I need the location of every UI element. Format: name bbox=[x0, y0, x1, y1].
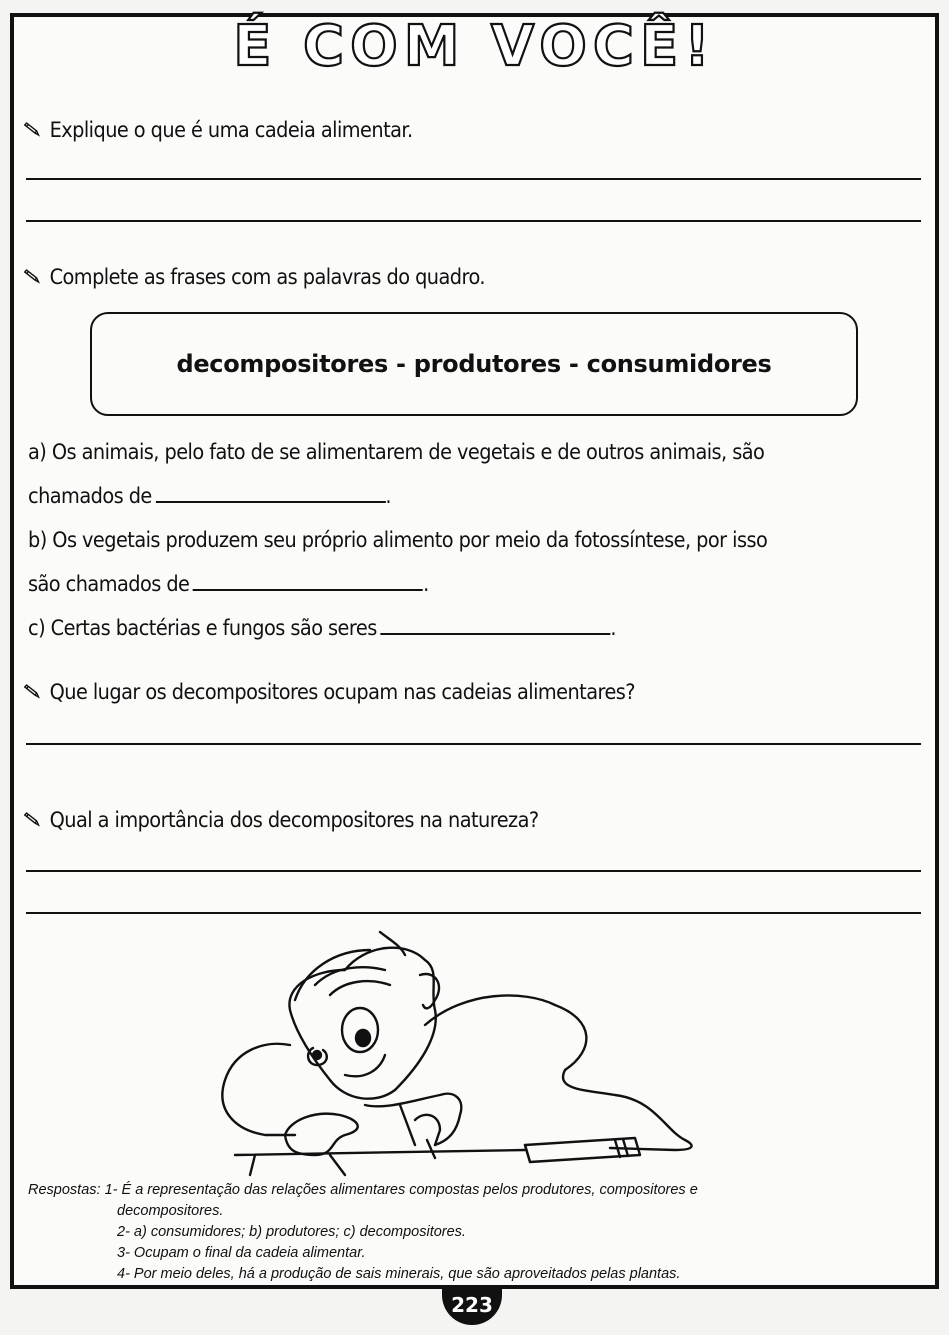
boy-writing-illustration bbox=[195, 930, 765, 1185]
fill-blank-c[interactable] bbox=[380, 619, 610, 635]
pencil-icon bbox=[22, 122, 42, 138]
answer-3: 3- Ocupam o final da cadeia alimentar. bbox=[117, 1245, 366, 1261]
answer-4: 4- Por meio deles, há a produção de sais minerais, que são aproveitados pelas plantas. bbox=[117, 1266, 681, 1282]
answer-key-label: Respostas: bbox=[28, 1182, 101, 1198]
question-1-text: Explique o que é uma cadeia alimentar. bbox=[49, 118, 413, 142]
pencil-icon bbox=[22, 812, 42, 828]
question-2-text: Complete as frases com as palavras do quadro. bbox=[49, 265, 485, 289]
pencil-icon bbox=[22, 269, 42, 285]
question-1 bbox=[22, 118, 413, 142]
word-bank-text: decompositores - produtores - consumidores bbox=[176, 350, 772, 378]
sentence-a-line1: a) Os animais, pelo fato de se alimentarem de vegetais e de outros animais, são bbox=[28, 440, 765, 464]
sentence-c: c) Certas bactérias e fungos são seres . bbox=[28, 616, 616, 640]
page-number-badge: 223 bbox=[442, 1285, 502, 1325]
sentence-b-line2: são chamados de . bbox=[28, 572, 429, 596]
answer-line[interactable] bbox=[26, 743, 921, 745]
answer-2: 2- a) consumidores; b) produtores; c) decompositores. bbox=[117, 1224, 466, 1240]
answer-line[interactable] bbox=[26, 912, 921, 914]
answer-key bbox=[28, 1180, 698, 1285]
sentence-a-line2: chamados de . bbox=[28, 484, 392, 508]
answer-1: Respostas: 1- É a representação das relações alimentares compostas pelos produtores, compositores e bbox=[28, 1182, 698, 1198]
word-bank-box bbox=[90, 312, 858, 416]
answer-1-cont: decompositores. bbox=[117, 1203, 224, 1219]
answer-line[interactable] bbox=[26, 870, 921, 872]
question-3 bbox=[22, 680, 635, 704]
pencil-icon bbox=[22, 684, 42, 700]
answer-line[interactable] bbox=[26, 220, 921, 222]
question-2 bbox=[22, 265, 485, 289]
question-4 bbox=[22, 808, 539, 832]
question-3-text: Que lugar os decompositores ocupam nas cadeias alimentares? bbox=[49, 680, 636, 704]
sentence-b-line1: b) Os vegetais produzem seu próprio alimento por meio da fotossíntese, por isso bbox=[28, 528, 768, 552]
page-title: É COM VOCÊ! bbox=[233, 14, 716, 79]
answer-line[interactable] bbox=[26, 178, 921, 180]
question-4-text: Qual a importância dos decompositores na natureza? bbox=[49, 808, 539, 832]
fill-blank-b[interactable] bbox=[193, 575, 423, 591]
fill-blank-a[interactable] bbox=[155, 487, 385, 503]
